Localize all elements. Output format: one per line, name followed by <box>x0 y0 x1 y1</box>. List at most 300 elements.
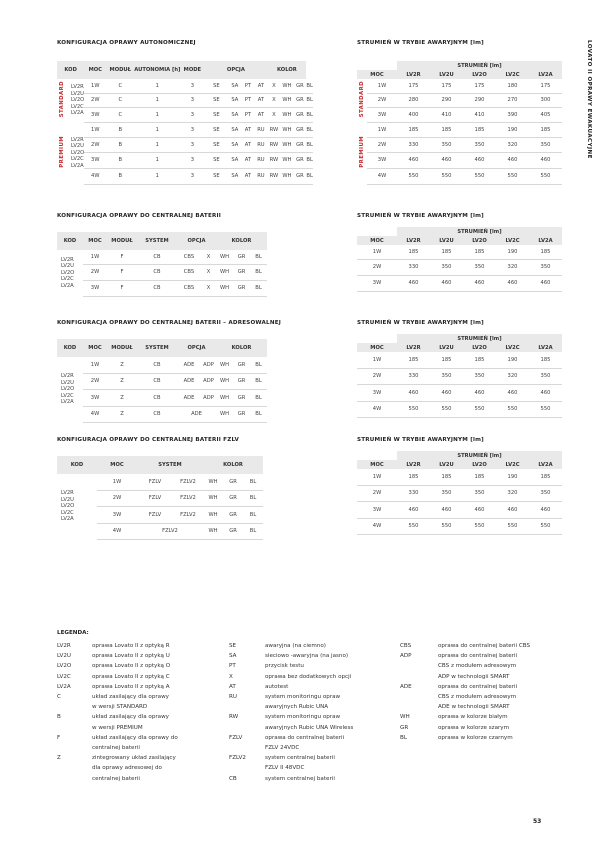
flux-cell: 550 <box>430 518 463 534</box>
table-row <box>57 168 313 184</box>
table-cell: C <box>106 107 134 122</box>
legend-key: FZLV2 <box>229 755 246 762</box>
flux-cell: 320 <box>496 137 529 152</box>
table-cell: ADP <box>201 389 216 406</box>
table-cell: SE <box>204 122 228 137</box>
type-code: LV2A <box>71 110 84 117</box>
column-header: MOC <box>83 232 107 250</box>
table-cell: 1W <box>83 250 107 264</box>
table-cell: RU <box>254 168 267 184</box>
flux-cell: 550 <box>496 168 529 184</box>
table-cell: 3W <box>83 389 107 406</box>
table-cell: 1 <box>134 152 180 168</box>
table-cell: WH <box>280 137 293 152</box>
column-header: MOC <box>84 61 106 79</box>
flux-cell: 350 <box>529 137 562 152</box>
flux-row <box>357 401 562 417</box>
config-table <box>57 339 267 423</box>
legend-entry <box>57 692 178 702</box>
type-code: LV2U <box>61 263 74 270</box>
legend-entry <box>57 672 178 682</box>
table-cell: GR <box>293 93 306 107</box>
flux-subheader-row <box>357 343 562 352</box>
legend-key: F <box>57 734 61 741</box>
table-cell: SA <box>228 152 241 168</box>
config-header-row <box>57 232 267 250</box>
flux-cell: 350 <box>430 137 463 152</box>
table-cell: PT <box>241 107 254 122</box>
flux-cell: 280 <box>397 93 430 107</box>
table-cell: 3 <box>180 107 204 122</box>
flux-cell: 460 <box>496 384 529 401</box>
table-cell: F <box>107 264 137 280</box>
flux-cell: 185 <box>463 469 496 485</box>
table-row <box>57 357 267 373</box>
table-cell: ADE <box>177 406 216 422</box>
flux-cell: 4W <box>357 518 397 534</box>
type-code: LV2O <box>61 503 75 510</box>
legend-desc: oprawa do centralnej baterii CBS <box>438 643 531 649</box>
flux-cell: 190 <box>496 245 529 259</box>
table-cell: ADP <box>201 373 216 389</box>
flux-cell: 185 <box>463 245 496 259</box>
table-row <box>57 264 267 280</box>
table-cell: CBS <box>177 250 201 264</box>
legend-column-3 <box>400 641 530 743</box>
type-code: LV2C <box>61 509 74 516</box>
flux-cell: 460 <box>463 384 496 401</box>
flux-cell: 330 <box>397 259 430 275</box>
table-cell: SE <box>204 152 228 168</box>
table-cell: FZLV2 <box>173 506 203 523</box>
flux-cell: 460 <box>529 501 562 518</box>
flux-subheader-row <box>357 460 562 469</box>
flux-cell: 460 <box>529 152 562 168</box>
flux-cell: 190 <box>496 352 529 368</box>
flux-cell: 460 <box>430 275 463 291</box>
table-cell: RW <box>267 168 280 184</box>
flux-cell: 175 <box>430 79 463 93</box>
group-label-text: STANDARD <box>359 81 365 118</box>
flux-cell: 460 <box>496 152 529 168</box>
legend-key: PT <box>229 663 236 670</box>
flux-cell: 185 <box>397 122 430 137</box>
table-cell: BL <box>306 107 312 122</box>
table-cell: 1 <box>134 122 180 137</box>
table-row <box>57 406 267 422</box>
table-cell: SA <box>228 79 241 93</box>
flux-row <box>357 485 562 501</box>
legend-desc: awaryjna (na ciemno) <box>265 643 326 649</box>
legend-entry <box>229 702 353 712</box>
table-cell: GR <box>223 490 243 506</box>
type-code: LV2A <box>61 282 74 289</box>
flux-cell: 320 <box>496 259 529 275</box>
flux-cell: 350 <box>529 485 562 501</box>
flux-cell: 330 <box>397 485 430 501</box>
flux-row <box>357 469 562 485</box>
moc-header: MOC <box>357 236 397 245</box>
legend-desc: autotest <box>265 683 289 690</box>
table-cell: 3 <box>180 168 204 184</box>
column-header: OPCJA <box>204 61 267 79</box>
table-cell: WH <box>203 523 223 539</box>
table-cell: WH <box>216 373 233 389</box>
flux-table <box>357 334 562 418</box>
column-header: SYSTEM <box>137 339 177 357</box>
lumen-col-header: LV2R <box>397 236 430 245</box>
flux-cell: 1W <box>357 245 397 259</box>
table-cell: SE <box>204 93 228 107</box>
column-header: KOD <box>57 339 83 357</box>
table-cell: RW <box>267 152 280 168</box>
flux-cell: 460 <box>397 501 430 518</box>
table-cell: BL <box>243 474 263 490</box>
column-header: KOD <box>57 232 83 250</box>
flux-cell: 185 <box>529 469 562 485</box>
moc-header: MOC <box>357 70 397 79</box>
lumen-col-header: LV2C <box>496 236 529 245</box>
table-cell: BL <box>243 523 263 539</box>
flux-title: STRUMIEŃ W TRYBIE AWARYJNYM [lm] <box>357 320 484 326</box>
table-cell: 1 <box>134 93 180 107</box>
legend-key: AT <box>229 683 236 690</box>
legend-entry <box>57 753 178 763</box>
table-cell: 1W <box>84 79 106 93</box>
type-code: LV2R <box>61 490 74 497</box>
legend-desc: awaryjnych Rubic UNA Wireless <box>265 724 354 731</box>
flux-cell: 185 <box>430 469 463 485</box>
table-cell: 3W <box>83 280 107 296</box>
flux-cell: 1W <box>357 469 397 485</box>
table-cell: 1 <box>134 137 180 152</box>
lumen-title: STRUMIEŃ [lm] <box>397 451 562 460</box>
table-cell: 1W <box>84 122 106 137</box>
table-cell: GR <box>223 474 243 490</box>
flux-cell: 550 <box>496 518 529 534</box>
table-cell: RU <box>254 122 267 137</box>
table-cell: GR <box>223 506 243 523</box>
flux-cell: 550 <box>463 518 496 534</box>
table-cell: 3 <box>180 122 204 137</box>
column-header: SYSTEM <box>137 456 203 474</box>
table-cell: X <box>267 93 280 107</box>
legend-desc: oprawa w kolorze szarym <box>438 724 510 731</box>
flux-table <box>357 451 562 535</box>
type-codes <box>57 357 83 422</box>
flux-cell: 185 <box>529 122 562 137</box>
legend-entry <box>57 723 178 733</box>
flux-cell: 350 <box>430 485 463 501</box>
table-cell: F <box>107 250 137 264</box>
legend-key: ADP <box>400 653 412 660</box>
table-cell: GR <box>293 152 306 168</box>
config-title: KONFIGURACJA OPRAWY DO CENTRALNEJ BATERII <box>57 213 222 219</box>
config-header-row <box>57 456 263 474</box>
table-cell: CB <box>137 250 177 264</box>
column-header: KOLOR <box>216 339 267 357</box>
flux-header-row <box>357 334 562 343</box>
column-header: MOC <box>83 339 107 357</box>
table-row <box>57 107 313 122</box>
config-table <box>57 232 267 297</box>
legend-entry <box>57 733 178 743</box>
type-code: LV2R <box>61 373 74 380</box>
flux-cell: 460 <box>463 501 496 518</box>
table-cell: CB <box>137 389 177 406</box>
lumen-col-header: LV2A <box>529 70 562 79</box>
table-cell: SA <box>228 122 241 137</box>
table-cell: 2W <box>84 93 106 107</box>
config-title: KONFIGURACJA OPRAWY DO CENTRALNEJ BATERII – ADRESOWALNEJ <box>57 320 282 326</box>
flux-cell: 460 <box>430 384 463 401</box>
column-header: MOC <box>97 456 137 474</box>
type-codes <box>57 474 97 539</box>
table-cell: 3W <box>84 152 106 168</box>
flux-cell: 175 <box>397 79 430 93</box>
table-row <box>57 93 313 107</box>
table-cell: WH <box>203 474 223 490</box>
column-header: KOD <box>57 61 84 79</box>
legend-desc: system centralnej baterii <box>265 775 335 782</box>
legend-desc: oprawa w kolorze białym <box>438 714 508 721</box>
flux-cell: 460 <box>529 275 562 291</box>
legend-desc: oprawa bez dodatkowych opcji <box>265 673 352 680</box>
table-cell: B <box>106 137 134 152</box>
table-cell: 2W <box>83 264 107 280</box>
config-table <box>57 61 313 185</box>
table-row <box>57 152 313 168</box>
legend-key: Z <box>57 755 61 762</box>
legend-desc: FZLV II 48VDC <box>265 765 305 772</box>
flux-row <box>357 518 562 534</box>
legend-key: FZLV <box>229 734 243 741</box>
flux-cell: 460 <box>463 275 496 291</box>
table-cell: CB <box>137 357 177 373</box>
legend-title: LEGENDA: <box>57 630 89 636</box>
lumen-col-header: LV2R <box>397 70 430 79</box>
table-cell: ADE <box>177 357 201 373</box>
type-codes <box>57 250 83 296</box>
type-code: LV2C <box>61 392 74 399</box>
table-row <box>57 373 267 389</box>
table-cell: WH <box>216 250 233 264</box>
table-cell: 4W <box>97 523 137 539</box>
legend-desc: oprawa do centralnej baterii <box>265 734 345 741</box>
flux-title: STRUMIEŃ W TRYBIE AWARYJNYM [lm] <box>357 437 484 443</box>
flux-cell: 460 <box>496 501 529 518</box>
legend-entry <box>229 712 353 722</box>
table-cell: RU <box>254 137 267 152</box>
flux-cell: 460 <box>496 275 529 291</box>
legend-entry <box>229 763 353 773</box>
table-cell: AT <box>241 152 254 168</box>
legend-desc: oprawa do centralnej baterii <box>438 683 518 690</box>
legend-key: BL <box>400 734 407 741</box>
table-cell: 2W <box>83 373 107 389</box>
table-cell: RW <box>267 122 280 137</box>
legend-desc: oprawa Lovato II z optyką U <box>92 653 170 660</box>
flux-cell: 270 <box>496 93 529 107</box>
flux-header-row <box>357 227 562 236</box>
flux-cell: 350 <box>463 368 496 384</box>
table-cell: RU <box>254 152 267 168</box>
group-label-text: STANDARD <box>59 81 65 118</box>
table-cell: FZLV <box>137 506 173 523</box>
table-cell: BL <box>250 373 267 389</box>
flux-cell: 175 <box>529 79 562 93</box>
table-cell: SA <box>228 107 241 122</box>
flux-cell: 550 <box>496 401 529 417</box>
table-cell: Z <box>107 357 137 373</box>
table-cell: WH <box>280 93 293 107</box>
table-cell: WH <box>216 357 233 373</box>
table-cell: GR <box>233 406 250 422</box>
type-code: LV2U <box>61 496 74 503</box>
table-cell: 1 <box>134 79 180 93</box>
flux-cell: 460 <box>397 152 430 168</box>
flux-cell: 460 <box>529 384 562 401</box>
legend-entry <box>400 672 530 682</box>
flux-cell: 1W <box>367 122 397 137</box>
type-code: LV2O <box>61 386 75 393</box>
lumen-col-header: LV2U <box>430 460 463 469</box>
table-cell: PT <box>241 93 254 107</box>
legend-desc: przycisk testu <box>265 663 304 670</box>
type-code: LV2C <box>61 276 74 283</box>
flux-cell: 550 <box>430 401 463 417</box>
lumen-col-header: LV2U <box>430 343 463 352</box>
table-cell: SA <box>228 137 241 152</box>
table-cell: X <box>267 79 280 93</box>
flux-row <box>357 259 562 275</box>
legend-desc: centralnej baterii <box>92 775 140 782</box>
table-cell: PT <box>241 79 254 93</box>
flux-cell: 2W <box>357 368 397 384</box>
table-cell: WH <box>280 107 293 122</box>
table-cell: GR <box>233 357 250 373</box>
lumen-col-header: LV2A <box>529 343 562 352</box>
legend-entry <box>57 712 178 722</box>
legend-entry <box>400 712 530 722</box>
flux-table <box>357 227 562 292</box>
legend-key: C <box>57 694 61 701</box>
legend-entry <box>57 682 178 692</box>
flux-cell: 1W <box>357 352 397 368</box>
table-cell: WH <box>280 79 293 93</box>
legend-key: GR <box>400 724 409 731</box>
legend-desc: układ zasilający dla oprawy do <box>92 734 178 741</box>
blank-cell <box>357 334 397 343</box>
table-cell: BL <box>306 93 312 107</box>
legend-desc: system centralnej baterii <box>265 755 335 762</box>
lumen-col-header: LV2C <box>496 70 529 79</box>
flux-row <box>357 352 562 368</box>
lumen-col-header: LV2R <box>397 343 430 352</box>
flux-row <box>357 245 562 259</box>
flux-cell: 460 <box>397 275 430 291</box>
table-cell: BL <box>250 250 267 264</box>
lumen-col-header: LV2C <box>496 343 529 352</box>
legend-desc: ADE w technologii SMART <box>438 704 510 711</box>
table-cell: CB <box>137 373 177 389</box>
legend-desc: oprawa Lovato II z optyką C <box>92 673 170 680</box>
flux-row <box>357 137 562 152</box>
flux-cell: 350 <box>430 368 463 384</box>
flux-cell: 185 <box>397 245 430 259</box>
lumen-col-header: LV2C <box>496 460 529 469</box>
legend-entry <box>57 743 178 753</box>
type-code: LV2U <box>71 143 84 150</box>
flux-cell: 400 <box>397 107 430 122</box>
flux-cell: 1W <box>367 79 397 93</box>
flux-cell: 550 <box>529 168 562 184</box>
legend-key: LV2O <box>57 663 72 670</box>
flux-cell: 2W <box>367 93 397 107</box>
flux-cell: 185 <box>397 469 430 485</box>
legend-entry <box>400 682 530 692</box>
table-row <box>57 280 267 296</box>
type-code: LV2R <box>71 136 84 143</box>
config-table <box>57 456 263 540</box>
column-header: KOLOR <box>267 61 306 79</box>
flux-row <box>357 168 562 184</box>
side-label: LOVATO II OPRAWY EWAKUACYJNE <box>586 40 592 159</box>
table-cell: WH <box>203 490 223 506</box>
flux-row <box>357 275 562 291</box>
table-cell: BL <box>306 152 312 168</box>
legend-desc: CBS z modułem adresowym <box>438 694 517 701</box>
type-code: LV2U <box>71 90 84 97</box>
column-header: AUTONOMIA [h] <box>134 61 180 79</box>
table-cell: SA <box>228 93 241 107</box>
legend-key: RW <box>229 714 239 721</box>
flux-cell: 175 <box>463 79 496 93</box>
flux-cell: 350 <box>463 259 496 275</box>
column-header: MODUŁ <box>107 339 137 357</box>
table-cell: WH <box>280 152 293 168</box>
table-cell: GR <box>233 389 250 406</box>
lumen-title: STRUMIEŃ [lm] <box>397 61 562 70</box>
type-code: LV2C <box>71 156 84 163</box>
legend-entry <box>57 651 178 661</box>
table-cell: FZLV2 <box>137 523 203 539</box>
flux-header-row <box>357 61 562 70</box>
legend-column-2 <box>229 641 353 784</box>
table-row <box>57 122 313 137</box>
table-cell: FZLV <box>137 490 173 506</box>
column-header: OPCJA <box>177 339 216 357</box>
legend-key: X <box>229 673 233 680</box>
group-label <box>357 79 367 122</box>
flux-row <box>357 122 562 137</box>
flux-cell: 460 <box>463 152 496 168</box>
lumen-title: STRUMIEŃ [lm] <box>397 334 562 343</box>
table-cell: C <box>106 93 134 107</box>
legend-entry <box>229 743 353 753</box>
legend-desc: oprawa w kolorze czarnym <box>438 734 513 741</box>
table-cell: X <box>267 107 280 122</box>
blank-cell <box>357 451 397 460</box>
table-cell: ADE <box>177 389 201 406</box>
page-number: 53 <box>533 818 542 825</box>
flux-row <box>357 368 562 384</box>
column-header: KOLOR <box>203 456 263 474</box>
table-cell: AT <box>254 93 267 107</box>
legend-entry <box>57 774 178 784</box>
legend-entry <box>57 702 178 712</box>
flux-cell: 185 <box>430 245 463 259</box>
